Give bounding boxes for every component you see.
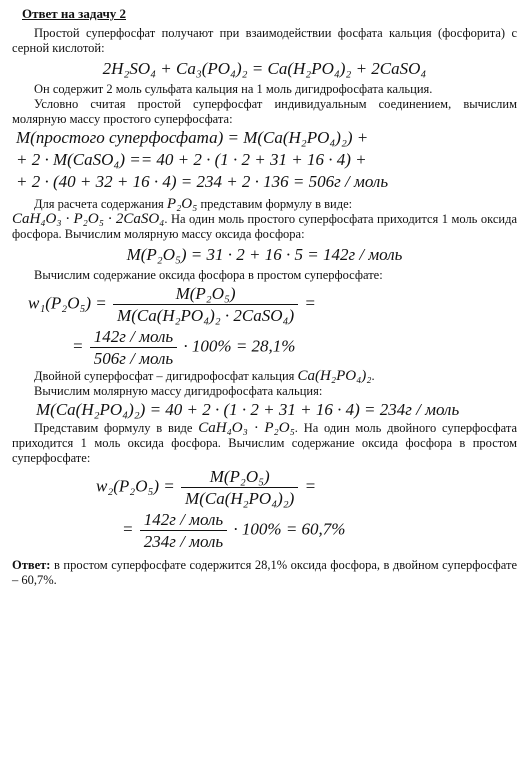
w2-equation (96, 466, 517, 509)
text-span: . (371, 369, 375, 383)
content-intro: Вычислим содержание оксида фосфора в простом суперфосфате: (34, 268, 383, 282)
w2-result-denominator: 234г / моль (140, 530, 227, 552)
double-molar-mass: M(Ca(H₂PO₄)₂) = 40 + 2 · (1 · 2 + 31 + 16 · 4) = 234г / моль (36, 400, 460, 419)
text-span: . На один моль простого суперфосфата приходится 1 моль оксида фосфора. Вычислим молярную массу оксида фосфора: (12, 212, 517, 241)
reaction-equation: 2H₂SO₄ + Ca₃(PO₄)₂ = Ca(H₂PO₄)₂ + 2CaSO₄ (102, 59, 427, 78)
molar-mass-line-3: + 2 · (40 + 32 + 16 · 4) = 234 + 2 · 136 = 506г / моль (16, 172, 389, 191)
text-span: Двойной суперфосфат – дигидрофосфат кальция (34, 369, 295, 383)
w1-result (72, 326, 517, 369)
w2-result-equals: = (122, 519, 134, 539)
w1-result-fraction (90, 326, 177, 369)
w2-result (122, 509, 517, 552)
double-formula: CaH₄O₃ · P₂O₅ (198, 420, 295, 436)
text-span: Для расчета содержания (34, 197, 164, 211)
formula-paragraph (12, 212, 517, 242)
calcium-dihydrophosphate-formula: Ca(H₂PO₄)₂ (297, 368, 372, 384)
molar-mass-intro: Условно считая простой суперфосфат индивидуальным соединением, вычислим молярную массу простого суперфосфата: (12, 97, 517, 126)
w2-lhs: w₂(P₂O₅) = (96, 476, 175, 496)
w1-numerator: M(P₂O₅) (175, 284, 236, 303)
w1-lhs: w₁(P₂O₅) = (28, 293, 107, 313)
text-span: Представим формулу в виде (34, 421, 193, 435)
molar-mass-line-2: + 2 · M(CaSO₄) == 40 + 2 · (1 · 2 + 31 + 16 · 4) + (16, 150, 367, 169)
w2-result-numerator: 142г / моль (143, 510, 224, 529)
p2o5-formula: P₂O₅ (166, 196, 198, 212)
w1-result-denominator: 506г / моль (90, 347, 177, 369)
superphosphate-formula: CaH₄O₃ · P₂O₅ · 2CaSO₄ (12, 211, 165, 227)
w2-fraction (181, 466, 298, 509)
w1-denominator: M(Ca(H₂PO₄)₂ · 2CaSO₄) (113, 304, 298, 326)
page-title: Ответ на задачу 2 (22, 6, 127, 21)
w2-numerator: M(P₂O₅) (209, 467, 270, 486)
answer-label: Ответ: (12, 558, 51, 572)
intro-paragraph: Простой суперфосфат получают при взаимодействии фосфата кальция (фосфорита) с серной кислотой: (12, 26, 517, 55)
text-span: представим формулу в виде: (200, 197, 353, 211)
answer-paragraph (12, 558, 517, 588)
molar-mass-line-1: M(простого суперфосфата) = M(Ca(H₂PO₄)₂) + (16, 128, 369, 147)
double-formula-paragraph (12, 421, 517, 466)
w1-result-numerator: 142г / моль (93, 327, 174, 346)
w1-equation (28, 283, 517, 326)
w1-result-value: · 100% = 28,1% (183, 336, 296, 356)
composition-paragraph: Он содержит 2 моль сульфата кальция на 1 моль дигидрофосфата кальция. (34, 82, 433, 96)
w2-result-value: · 100% = 60,7% (233, 519, 346, 539)
w2-equals: = (304, 476, 317, 496)
w1-fraction (113, 283, 298, 326)
p2o5-molar-mass: M(P₂O₅) = 31 · 2 + 16 · 5 = 142г / моль (126, 245, 403, 264)
w2-denominator: M(Ca(H₂PO₄)₂) (181, 487, 298, 509)
double-molar-mass-intro: Вычислим молярную массу дигидрофосфата кальция: (34, 384, 323, 398)
double-superphosphate-paragraph (12, 369, 517, 384)
formula-representation-paragraph (12, 197, 517, 212)
w1-result-equals: = (72, 336, 84, 356)
w1-equals: = (304, 293, 316, 313)
w2-result-fraction (140, 509, 227, 552)
answer-text: в простом суперфосфате содержится 28,1% оксида фосфора, в двойном суперфосфате – 60,7%. (12, 558, 517, 587)
text-span: . На один моль двойного суперфосфата приходится 1 моль оксида фосфора. Вычислим содержание оксида фосфора в простом суперфосфате: (12, 421, 517, 465)
